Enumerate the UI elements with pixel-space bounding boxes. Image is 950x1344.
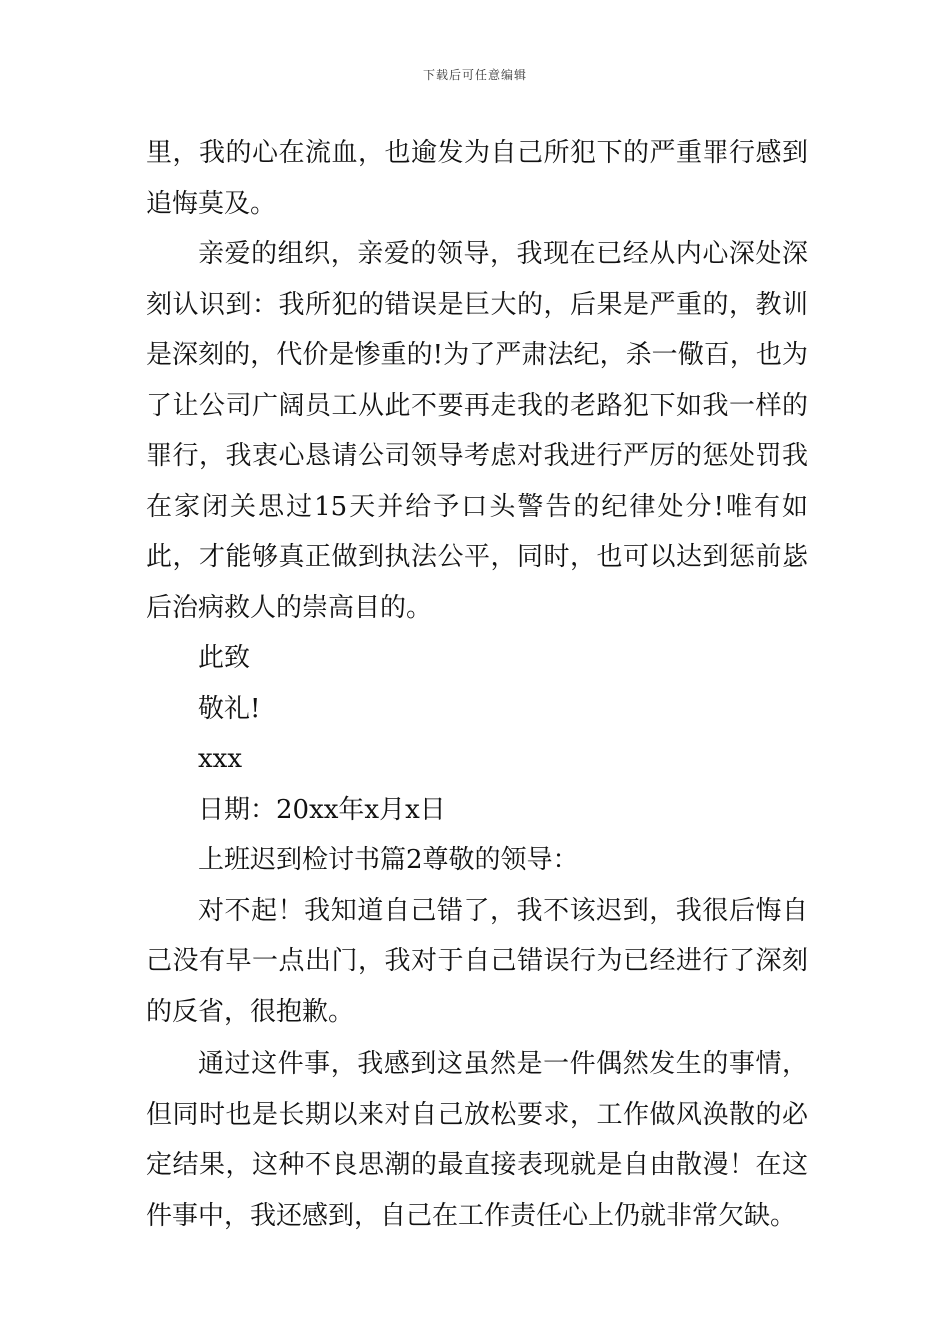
page-header-note: 下载后可任意编辑 (422, 68, 527, 82)
signature-date: 日期：20xx年x月x日 (198, 794, 446, 825)
section-heading: 上班迟到检讨书篇2尊敬的领导： (198, 845, 579, 875)
closing-salutation: 此致 (198, 643, 251, 673)
document-body (146, 128, 808, 1241)
closing-regards: 敬礼! (198, 693, 261, 724)
signature-name: xxx (198, 744, 242, 774)
paragraph-continuation: 里，我的心在流血，也逾发为自己所犯下的严重罪行感到追悔莫及。 (146, 138, 808, 219)
paragraph-sorry: 对不起！我知道自己错了，我不该迟到，我很后悔自己没有早一点出门，我对于自己错误行为已经进行了深刻的反省，很抱歉。 (146, 895, 808, 1027)
paragraph-reflection: 通过这件事，我感到这虽然是一件偶然发生的事情，但同时也是长期以来对自己放松要求，工作做风涣散的必定结果，这种不良思潮的最直接表现就是自由散漫！在这件事中，我还感到，自己在工作责任心上仍就非常欠缺。 (146, 1049, 808, 1231)
paragraph-apology-body: 亲爱的组织，亲爱的领导，我现在已经从内心深处深刻认识到：我所犯的错误是巨大的，后果是严重的，教训是深刻的，代价是惨重的!为了严肃法纪，杀一儆百，也为了让公司广阔员工从此不要再走我的老路犯下如我一样的罪行，我衷心恳请公司领导考虑对我进行严厉的惩处罚我在家闭关思过15天并给予口头警告的纪律处分!唯有如此，才能够真正做到执法公平，同时，也可以达到惩前毖后治病救人的崇高目的。 (146, 239, 808, 623)
